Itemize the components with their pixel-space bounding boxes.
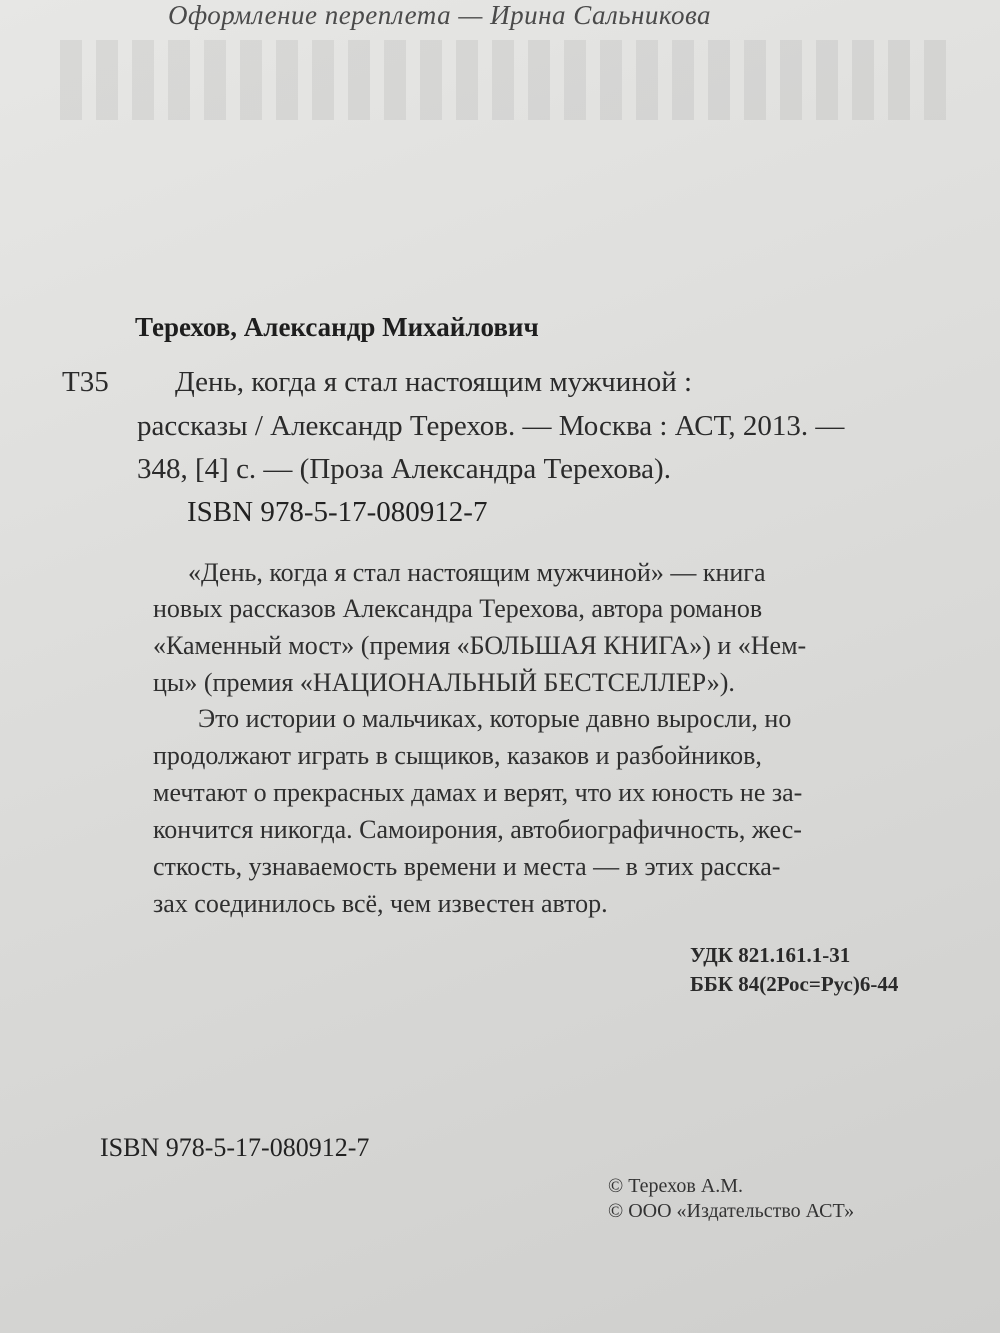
catalog-description-line: рассказы / Александр Терехов. — Москва : АСТ, 2013. —	[137, 410, 845, 442]
show-through-text	[60, 40, 960, 120]
annotation-line: продолжают играть в сыщиков, казаков и разбойников,	[153, 741, 762, 770]
bbk-code: ББК 84(2Рос=Рус)6-44	[690, 972, 899, 996]
annotation-line: цы» (премия «НАЦИОНАЛЬНЫЙ БЕСТСЕЛЛЕР»).	[153, 668, 735, 697]
catalog-author: Терехов, Александр Михайлович	[135, 312, 539, 342]
udk-code: УДК 821.161.1-31	[690, 943, 851, 967]
copyright-publisher: © ООО «Издательство АСТ»	[608, 1200, 855, 1222]
cover-design-credit: Оформление переплета — Ирина Сальникова	[168, 0, 712, 30]
annotation-line: кончится никогда. Самоирония, автобиографичность, жес-	[153, 815, 802, 844]
copyright-author: © Терехов А.М.	[608, 1175, 744, 1197]
isbn-bottom: ISBN 978-5-17-080912-7	[100, 1133, 370, 1162]
annotation-line: «День, когда я стал настоящим мужчиной» — книга	[188, 558, 766, 587]
annotation-line: зах соединилось всё, чем известен автор.	[153, 889, 608, 918]
annotation-line: Это истории о мальчиках, которые давно выросли, но	[198, 704, 792, 733]
catalog-description-line: День, когда я стал настоящим мужчиной :	[175, 366, 693, 398]
annotation-line: сткость, узнаваемость времени и места — в этих расска-	[153, 852, 781, 881]
annotation-line: «Каменный мост» (премия «БОЛЬШАЯ КНИГА») и «Нем-	[153, 631, 807, 660]
catalog-code: Т35	[62, 366, 109, 398]
catalog-description-line: 348, [4] с. — (Проза Александра Терехова).	[137, 453, 671, 485]
annotation-line: мечтают о прекрасных дамах и верят, что их юность не за-	[153, 778, 803, 807]
isbn-main: ISBN 978-5-17-080912-7	[187, 496, 488, 528]
annotation-line: новых рассказов Александра Терехова, автора романов	[153, 594, 763, 623]
